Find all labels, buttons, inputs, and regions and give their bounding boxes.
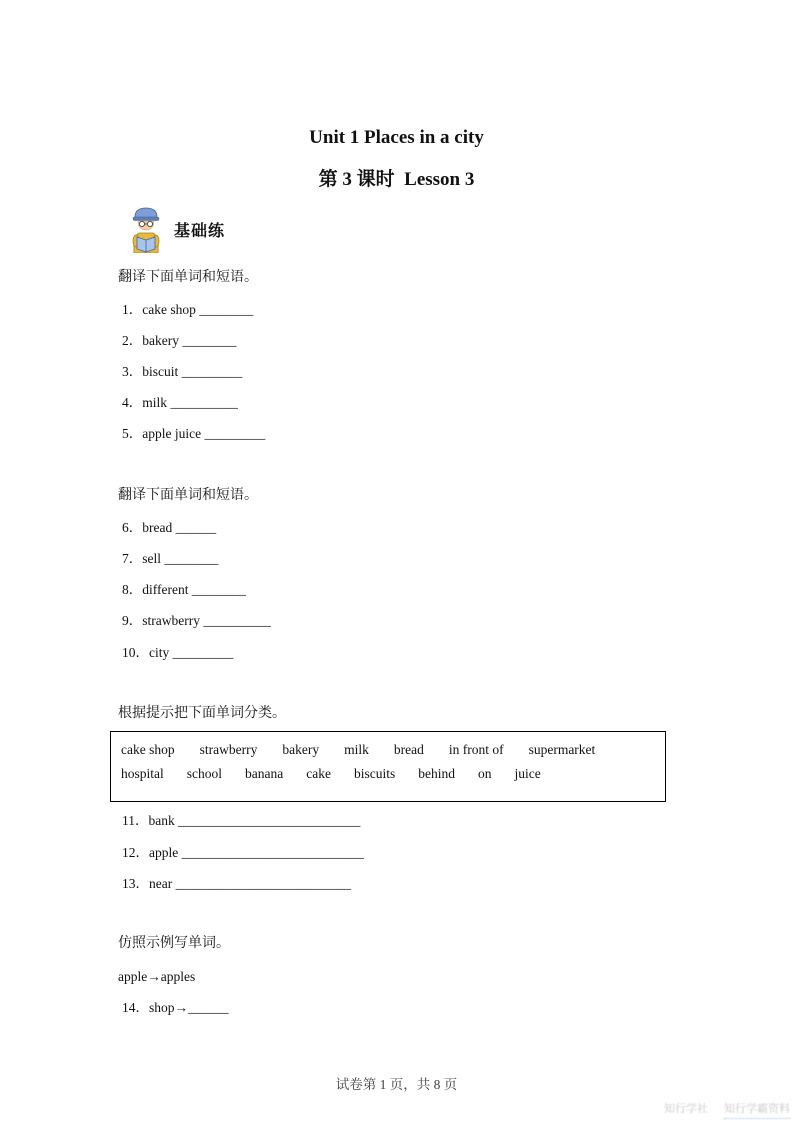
exercise-item-10: 10．city _________ bbox=[122, 645, 234, 660]
page-footer: 试卷第 1 页，共 8 页 bbox=[335, 1077, 458, 1092]
word-bank-row-1 bbox=[121, 742, 665, 758]
page-title: Unit 1 Places in a city bbox=[309, 127, 484, 148]
watermark-right: 知行学霸资料 bbox=[724, 1100, 790, 1119]
word: supermarket bbox=[528, 742, 596, 757]
word: biscuits bbox=[353, 766, 396, 781]
word: behind bbox=[418, 766, 455, 781]
example-line: apple→apples bbox=[118, 969, 196, 984]
exercise-item-3: 3．biscuit _________ bbox=[122, 364, 243, 379]
exercise-item-7: 7．sell ________ bbox=[122, 551, 219, 566]
section3-instruction: 根据提示把下面单词分类。 bbox=[118, 706, 286, 721]
exercise-item-4: 4．milk __________ bbox=[122, 395, 238, 410]
page-subtitle: 第 3 课时 Lesson 3 bbox=[318, 169, 475, 190]
word-bank-row-2 bbox=[121, 766, 665, 782]
exercise-item-8: 8．different ________ bbox=[122, 582, 246, 597]
word: cake shop bbox=[121, 742, 175, 757]
exercise-item-9: 9．strawberry __________ bbox=[122, 613, 271, 628]
word: strawberry bbox=[199, 742, 258, 757]
word-bank-box bbox=[110, 731, 666, 802]
word: bread bbox=[393, 742, 424, 757]
word: bakery bbox=[282, 742, 320, 757]
exercise-item-2: 2．bakery ________ bbox=[122, 333, 237, 348]
word: cake bbox=[306, 766, 331, 781]
word: in front of bbox=[448, 742, 504, 757]
word: banana bbox=[245, 766, 284, 781]
word: milk bbox=[344, 742, 369, 757]
word: school bbox=[186, 766, 222, 781]
word: hospital bbox=[121, 766, 164, 781]
section2-instruction: 翻译下面单词和短语。 bbox=[118, 488, 258, 503]
section1-instruction: 翻译下面单词和短语。 bbox=[118, 270, 258, 285]
badge-label: 基础练 bbox=[174, 222, 226, 240]
section4-instruction: 仿照示例写单词。 bbox=[118, 936, 230, 951]
section-badge bbox=[127, 205, 225, 253]
exercise-item-6: 6．bread ______ bbox=[122, 520, 217, 535]
word: on bbox=[477, 766, 492, 781]
exercise-item-13: 13．near __________________________ bbox=[122, 876, 352, 891]
word: juice bbox=[514, 766, 541, 781]
exercise-item-1: 1．cake shop ________ bbox=[122, 302, 254, 317]
watermark bbox=[664, 1100, 790, 1119]
exercise-item-11: 11．bank ___________________________ bbox=[122, 813, 361, 828]
exercise-item-12: 12．apple ___________________________ bbox=[122, 845, 364, 860]
watermark-left: 知行学社 bbox=[664, 1103, 708, 1115]
exercise-item-14: 14．shop→______ bbox=[122, 1000, 229, 1015]
exercise-item-5: 5．apple juice _________ bbox=[122, 426, 266, 441]
reading-kid-icon bbox=[127, 205, 165, 253]
